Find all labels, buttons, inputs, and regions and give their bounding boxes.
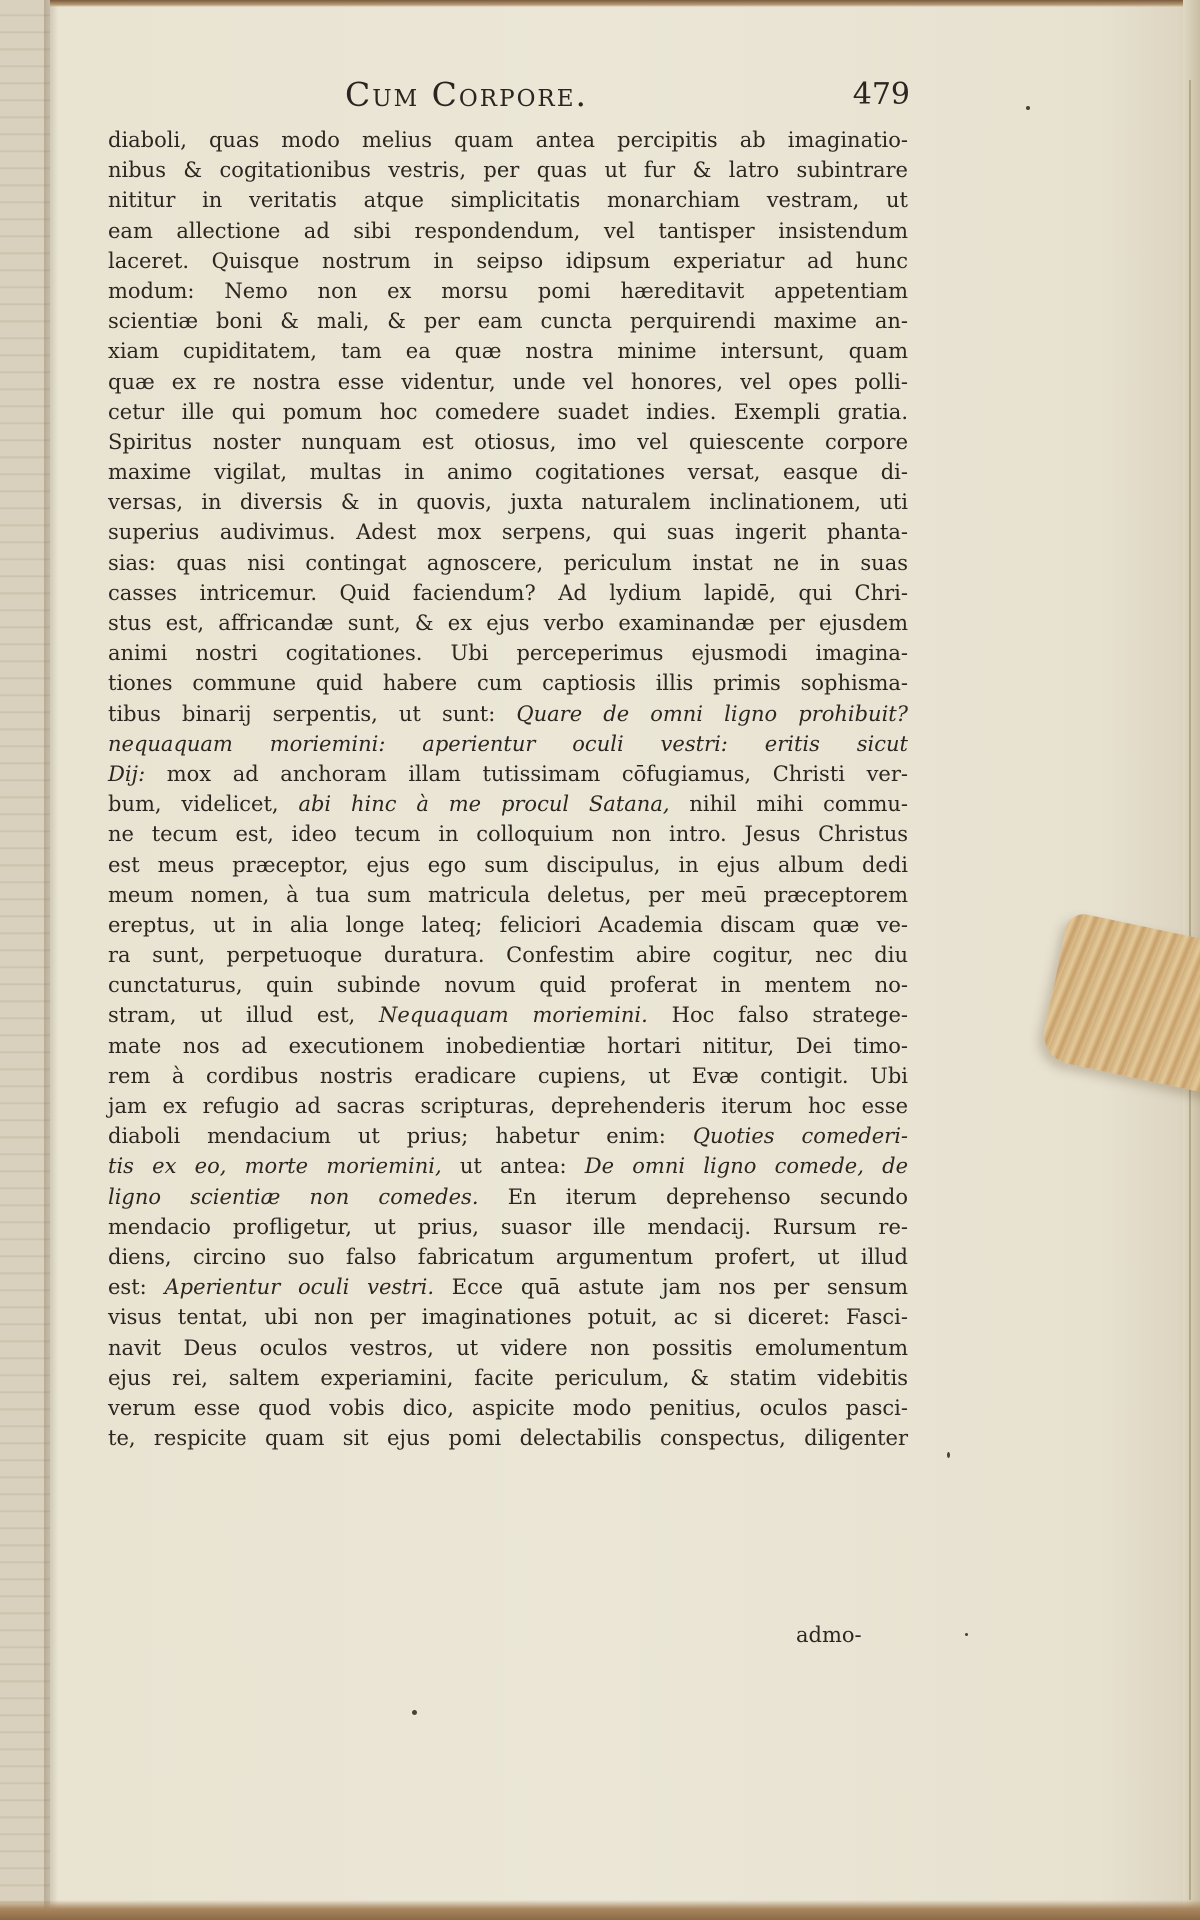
text-segment: stram, ut illud est, — [108, 1003, 380, 1028]
text-segment: stus est, affricandæ sunt, & ex ejus verbo examinandæ per ejusdem — [108, 611, 908, 635]
text-line — [108, 1393, 908, 1423]
text-line — [108, 1363, 908, 1393]
text-segment: visus tentat, ubi non per imaginationes potuit, ac si diceret: Fasci- — [108, 1305, 908, 1330]
italic-quote: Nequaquam moriemini. — [379, 1003, 648, 1028]
text-line — [108, 1423, 908, 1453]
text-segment: Ecce quā astute jam nos per sensum — [434, 1275, 908, 1300]
text-segment: ut antea: — [441, 1154, 585, 1179]
italic-quote: Aperientur oculi vestri. — [164, 1275, 435, 1300]
text-line — [108, 125, 908, 155]
text-line — [108, 970, 908, 1000]
text-line — [108, 850, 908, 880]
text-line — [108, 1000, 908, 1030]
italic-quote: Dij: — [108, 761, 146, 786]
text-segment: ereptus, ut in alia longe lateq; feliciori Academia discam quæ ve- — [108, 912, 908, 937]
text-segment: Hoc falso stratege- — [647, 1003, 909, 1028]
text-segment: eam allectione ad sibi respondendum, vel tantisper insistendum — [108, 218, 908, 243]
text-segment: meum nomen, à tua sum matricula deletus, per meū præceptorem — [108, 882, 908, 907]
ink-speck — [1026, 106, 1030, 110]
text-line — [108, 1151, 908, 1181]
text-segment: rem à cordibus nostris eradicare cupiens, ut Evæ contigit. Ubi — [108, 1063, 908, 1088]
ink-speck — [412, 1710, 417, 1715]
text-segment: ejus rei, saltem experiamini, facite periculum, & statim videbitis — [108, 1365, 908, 1390]
text-line — [108, 1272, 908, 1302]
text-segment: xiam cupiditatem, tam ea quæ nostra minime intersunt, quam — [108, 339, 908, 364]
text-line — [108, 1031, 908, 1061]
italic-quote: abi hinc à me procul Satana, — [298, 792, 670, 817]
text-segment: est: — [108, 1275, 165, 1300]
italic-quote: nequaquam moriemini: aperientur oculi vestri: eritis sicut — [108, 731, 908, 756]
text-line — [108, 699, 908, 729]
text-line — [108, 397, 908, 427]
text-line — [108, 487, 908, 517]
text-segment: ra sunt, perpetuoque duratura. Confestim abire cogitur, nec diu — [108, 943, 908, 968]
text-segment: tibus binarij serpentis, ut sunt: — [108, 701, 517, 726]
text-segment: sias: quas nisi contingat agnoscere, periculum instat ne in suas — [108, 550, 908, 575]
text-line — [108, 548, 908, 578]
text-line — [108, 819, 908, 849]
text-line — [108, 1212, 908, 1242]
page-top-edge — [50, 0, 1200, 7]
text-line — [108, 1242, 908, 1272]
running-head: Cum Corpore. — [345, 75, 589, 114]
page-bottom-edge — [0, 1900, 1200, 1920]
body-text — [108, 125, 908, 1453]
italic-quote: Quoties comederi- — [692, 1124, 908, 1149]
text-segment: animi nostri cogitationes. Ubi perceperimus ejusmodi imagina- — [108, 641, 908, 666]
text-line — [108, 910, 908, 940]
text-line — [108, 306, 908, 336]
text-segment: modum: Nemo non ex morsu pomi hæreditavit appetentiam — [108, 278, 908, 303]
text-segment: quæ ex re nostra esse videntur, unde vel honores, vel opes polli- — [108, 369, 908, 394]
text-segment: te, respicite quam sit ejus pomi delectabilis conspectus, diligenter — [108, 1426, 908, 1451]
text-segment: est meus præceptor, ejus ego sum discipulus, in ejus album dedi — [108, 852, 908, 877]
text-line — [108, 246, 908, 276]
text-segment: nibus & cogitationibus vestris, per quas ut fur & latro subintrare — [108, 158, 908, 183]
text-segment: tiones commune quid habere cum captiosis illis primis sophisma- — [108, 671, 908, 696]
text-line — [108, 457, 908, 487]
text-segment: Spiritus noster nunquam est otiosus, imo vel quiescente corpore — [108, 429, 908, 454]
text-line — [108, 155, 908, 185]
text-line — [108, 940, 908, 970]
text-line — [108, 608, 908, 638]
text-segment: scientiæ boni & mali, & per eam cuncta perquirendi maxime an- — [108, 309, 908, 334]
text-line — [108, 1061, 908, 1091]
ink-speck — [965, 1633, 968, 1636]
italic-quote: Quare de omni ligno prohibuit? — [516, 701, 908, 726]
text-segment: maxime vigilat, multas in animo cogitationes versat, easque di- — [108, 460, 908, 485]
text-line — [108, 880, 908, 910]
text-segment: laceret. Quisque nostrum in seipso idipsum experiatur ad hunc — [108, 248, 908, 273]
text-segment: navit Deus oculos vestros, ut videre non possitis emolumentum — [108, 1335, 908, 1360]
text-segment: diens, circino suo falso fabricatum argumentum profert, ut illud — [108, 1244, 908, 1269]
text-segment: versas, in diversis & in quovis, juxta naturalem inclinationem, uti — [108, 490, 908, 515]
text-segment: verum esse quod vobis dico, aspicite modo penitius, oculos pasci- — [108, 1395, 908, 1420]
ink-speck — [947, 1452, 950, 1458]
text-segment: mendacio profligetur, ut prius, suasor ille mendacij. Rursum re- — [108, 1214, 908, 1239]
text-line — [108, 276, 908, 306]
text-segment: cetur ille qui pomum hoc comedere suadet indies. Exempli gratia. — [108, 399, 908, 424]
text-line — [108, 1182, 908, 1212]
italic-quote: tis ex eo, morte moriemini, — [108, 1154, 442, 1179]
wooden-page-holder — [1039, 911, 1200, 1099]
text-segment: casses intricemur. Quid faciendum? Ad lydium lapidē, qui Chri- — [108, 580, 908, 605]
text-line — [108, 578, 908, 608]
text-segment: bum, videlicet, — [108, 792, 299, 817]
text-segment: diaboli mendacium ut prius; habetur enim: — [108, 1124, 693, 1149]
text-segment: mox ad anchoram illam tutissimam cōfugiamus, Christi ver- — [145, 761, 908, 786]
text-line — [108, 638, 908, 668]
text-segment: En iterum deprehenso secundo — [478, 1184, 908, 1209]
book-gutter-left — [0, 0, 50, 1920]
text-line — [108, 1091, 908, 1121]
text-line — [108, 185, 908, 215]
text-segment: mate nos ad executionem inobedientiæ hortari nititur, Dei timo- — [108, 1033, 908, 1058]
text-segment: nititur in veritatis atque simplicitatis monarchiam vestram, ut — [108, 188, 908, 213]
text-line — [108, 517, 908, 547]
text-line — [108, 1121, 908, 1151]
text-line — [108, 427, 908, 457]
text-line — [108, 759, 908, 789]
text-line — [108, 1302, 908, 1332]
text-segment: cunctaturus, quin subinde novum quid proferat in mentem no- — [108, 973, 908, 998]
text-segment: nihil mihi commu- — [669, 792, 909, 817]
italic-quote: De omni ligno comede, de — [584, 1154, 908, 1179]
catchword: admo- — [796, 1623, 862, 1647]
text-line — [108, 729, 908, 759]
text-segment: jam ex refugio ad sacras scripturas, deprehenderis iterum hoc esse — [108, 1094, 908, 1118]
text-line — [108, 1333, 908, 1363]
text-line — [108, 668, 908, 698]
text-segment: diaboli, quas modo melius quam antea percipitis ab imaginatio- — [108, 128, 908, 152]
text-segment: ne tecum est, ideo tecum in colloquium non intro. Jesus Christus — [108, 822, 908, 847]
italic-quote: ligno scientiæ non comedes. — [108, 1184, 479, 1209]
text-line — [108, 216, 908, 246]
text-line — [108, 789, 908, 819]
gutter-shadow — [44, 0, 58, 1920]
text-line — [108, 367, 908, 397]
text-segment: superius audivimus. Adest mox serpens, qui suas ingerit phanta- — [108, 520, 908, 545]
text-line — [108, 336, 908, 366]
page-header — [100, 75, 910, 125]
page-number: 479 — [852, 77, 910, 112]
